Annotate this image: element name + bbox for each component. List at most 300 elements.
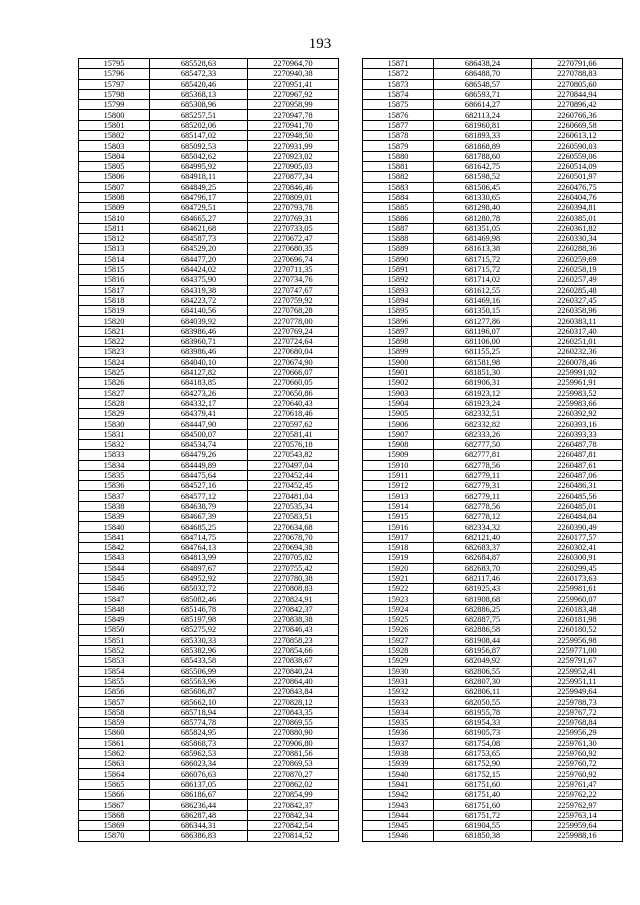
x-coordinate-cell: 682121,40	[434, 532, 532, 542]
point-number-cell: 15930	[363, 666, 434, 676]
point-number-cell: 15924	[363, 604, 434, 614]
x-coordinate-cell: 684127,82	[150, 367, 248, 377]
table-row	[79, 501, 339, 511]
x-coordinate-cell: 686236,44	[150, 800, 248, 810]
point-number-cell: 15822	[79, 337, 150, 347]
x-coordinate-cell: 681788,60	[434, 151, 532, 161]
y-coordinate-cell: 2260288,36	[532, 244, 623, 254]
point-number-cell: 15883	[363, 182, 434, 192]
x-coordinate-cell: 686023,34	[150, 759, 248, 769]
y-coordinate-cell: 2270696,74	[248, 254, 339, 264]
y-coordinate-cell: 2270869,53	[248, 759, 339, 769]
table-row	[79, 645, 339, 655]
point-number-cell: 15840	[79, 522, 150, 532]
x-coordinate-cell: 685082,46	[150, 594, 248, 604]
x-coordinate-cell: 681298,40	[434, 203, 532, 213]
y-coordinate-cell: 2270881,56	[248, 748, 339, 758]
point-number-cell: 15938	[363, 748, 434, 758]
y-coordinate-cell: 2270535,34	[248, 501, 339, 511]
y-coordinate-cell: 2270755,42	[248, 563, 339, 573]
table-row	[79, 769, 339, 779]
x-coordinate-cell: 682117,46	[434, 573, 532, 583]
point-number-cell: 15818	[79, 295, 150, 305]
point-number-cell: 15940	[363, 769, 434, 779]
table-row	[363, 244, 623, 254]
table-row	[79, 378, 339, 388]
point-number-cell: 15801	[79, 120, 150, 130]
table-row	[79, 553, 339, 563]
y-coordinate-cell: 2259788,73	[532, 697, 623, 707]
x-coordinate-cell: 685420,46	[150, 79, 248, 89]
point-number-cell: 15897	[363, 326, 434, 336]
x-coordinate-cell: 684667,39	[150, 512, 248, 522]
x-coordinate-cell: 685774,78	[150, 718, 248, 728]
x-coordinate-cell: 682779,31	[434, 481, 532, 491]
point-number-cell: 15843	[79, 553, 150, 563]
table-row	[363, 378, 623, 388]
x-coordinate-cell: 681155,25	[434, 347, 532, 357]
point-number-cell: 15864	[79, 769, 150, 779]
point-number-cell: 15885	[363, 203, 434, 213]
x-coordinate-cell: 684918,11	[150, 172, 248, 182]
point-number-cell: 15842	[79, 542, 150, 552]
table-row	[363, 687, 623, 697]
table-row	[79, 79, 339, 89]
y-coordinate-cell: 2270452,44	[248, 470, 339, 480]
x-coordinate-cell: 681904,55	[434, 820, 532, 830]
x-coordinate-cell: 681469,16	[434, 295, 532, 305]
y-coordinate-cell: 2270842,34	[248, 810, 339, 820]
point-number-cell: 15871	[363, 59, 434, 69]
table-row	[79, 820, 339, 830]
x-coordinate-cell: 685662,10	[150, 697, 248, 707]
y-coordinate-cell: 2270747,67	[248, 285, 339, 295]
point-number-cell: 15873	[363, 79, 434, 89]
point-number-cell: 15889	[363, 244, 434, 254]
table-row	[363, 759, 623, 769]
table-row	[363, 820, 623, 830]
y-coordinate-cell: 2270497,04	[248, 460, 339, 470]
table-row	[363, 697, 623, 707]
point-number-cell: 15866	[79, 790, 150, 800]
point-number-cell: 15827	[79, 388, 150, 398]
table-row	[79, 326, 339, 336]
y-coordinate-cell: 2270896,42	[532, 100, 623, 110]
table-row	[363, 656, 623, 666]
table-row	[363, 275, 623, 285]
y-coordinate-cell: 2260259,69	[532, 254, 623, 264]
table-row	[363, 645, 623, 655]
table-row	[363, 316, 623, 326]
point-number-cell: 15810	[79, 213, 150, 223]
table-row	[79, 656, 339, 666]
point-number-cell: 15905	[363, 409, 434, 419]
point-number-cell: 15929	[363, 656, 434, 666]
point-number-cell: 15916	[363, 522, 434, 532]
x-coordinate-cell: 684039,92	[150, 316, 248, 326]
table-row	[363, 213, 623, 223]
x-coordinate-cell: 681925,43	[434, 584, 532, 594]
y-coordinate-cell: 2260385,01	[532, 213, 623, 223]
x-coordinate-cell: 686344,31	[150, 820, 248, 830]
point-number-cell: 15881	[363, 161, 434, 171]
table-row	[363, 429, 623, 439]
point-number-cell: 15934	[363, 707, 434, 717]
point-number-cell: 15914	[363, 501, 434, 511]
point-number-cell: 15888	[363, 234, 434, 244]
table-row	[363, 398, 623, 408]
x-coordinate-cell: 681715,72	[434, 254, 532, 264]
point-number-cell: 15848	[79, 604, 150, 614]
point-number-cell: 15803	[79, 141, 150, 151]
x-coordinate-cell: 682113,24	[434, 110, 532, 120]
y-coordinate-cell: 2259763,14	[532, 810, 623, 820]
y-coordinate-cell: 2270809,01	[248, 192, 339, 202]
point-number-cell: 15855	[79, 676, 150, 686]
table-row	[363, 470, 623, 480]
point-number-cell: 15913	[363, 491, 434, 501]
x-coordinate-cell: 685563,96	[150, 676, 248, 686]
y-coordinate-cell: 2270793,78	[248, 203, 339, 213]
x-coordinate-cell: 681714,02	[434, 275, 532, 285]
y-coordinate-cell: 2270814,52	[248, 831, 339, 841]
x-coordinate-cell: 684995,92	[150, 161, 248, 171]
y-coordinate-cell: 2259760,92	[532, 748, 623, 758]
point-number-cell: 15850	[79, 625, 150, 635]
table-row	[79, 584, 339, 594]
y-coordinate-cell: 2259760,92	[532, 769, 623, 779]
x-coordinate-cell: 681908,68	[434, 594, 532, 604]
y-coordinate-cell: 2270869,55	[248, 718, 339, 728]
x-coordinate-cell: 681923,24	[434, 398, 532, 408]
point-number-cell: 15882	[363, 172, 434, 182]
y-coordinate-cell: 2270791,66	[532, 59, 623, 69]
y-coordinate-cell: 2259760,72	[532, 759, 623, 769]
x-coordinate-cell: 684685,25	[150, 522, 248, 532]
y-coordinate-cell: 2270870,27	[248, 769, 339, 779]
table-row	[79, 594, 339, 604]
x-coordinate-cell: 681751,40	[434, 790, 532, 800]
point-number-cell: 15826	[79, 378, 150, 388]
table-row	[79, 439, 339, 449]
x-coordinate-cell: 681850,38	[434, 831, 532, 841]
table-row	[79, 779, 339, 789]
table-row	[363, 532, 623, 542]
table-row	[79, 59, 339, 69]
y-coordinate-cell: 2270828,12	[248, 697, 339, 707]
y-coordinate-cell: 2270854,66	[248, 645, 339, 655]
point-number-cell: 15849	[79, 615, 150, 625]
x-coordinate-cell: 682777,81	[434, 450, 532, 460]
x-coordinate-cell: 685824,95	[150, 728, 248, 738]
table-row	[79, 429, 339, 439]
table-row	[363, 347, 623, 357]
x-coordinate-cell: 681908,44	[434, 635, 532, 645]
x-coordinate-cell: 682778,56	[434, 460, 532, 470]
y-coordinate-cell: 2260285,48	[532, 285, 623, 295]
x-coordinate-cell: 681954,33	[434, 718, 532, 728]
table-row	[363, 594, 623, 604]
x-coordinate-cell: 686488,70	[434, 69, 532, 79]
y-coordinate-cell: 2270951,41	[248, 79, 339, 89]
point-number-cell: 15829	[79, 409, 150, 419]
table-row	[79, 676, 339, 686]
x-coordinate-cell: 686614,27	[434, 100, 532, 110]
table-row	[79, 522, 339, 532]
x-coordinate-cell: 686548,57	[434, 79, 532, 89]
y-coordinate-cell: 2260078,46	[532, 357, 623, 367]
y-coordinate-cell: 2260358,96	[532, 306, 623, 316]
y-coordinate-cell: 2270947,78	[248, 110, 339, 120]
point-number-cell: 15816	[79, 275, 150, 285]
table-row	[79, 687, 339, 697]
point-number-cell: 15877	[363, 120, 434, 130]
x-coordinate-cell: 684796,17	[150, 192, 248, 202]
point-number-cell: 15812	[79, 234, 150, 244]
table-row	[79, 748, 339, 758]
y-coordinate-cell: 2260383,11	[532, 316, 623, 326]
table-row	[363, 409, 623, 419]
point-number-cell: 15925	[363, 615, 434, 625]
x-coordinate-cell: 681955,78	[434, 707, 532, 717]
x-coordinate-cell: 681612,55	[434, 285, 532, 295]
y-coordinate-cell: 2260299,45	[532, 563, 623, 573]
point-number-cell: 15927	[363, 635, 434, 645]
table-row	[79, 213, 339, 223]
table-row	[363, 542, 623, 552]
x-coordinate-cell: 681598,52	[434, 172, 532, 182]
x-coordinate-cell: 686186,67	[150, 790, 248, 800]
x-coordinate-cell: 684729,51	[150, 203, 248, 213]
table-row	[79, 357, 339, 367]
table-row	[79, 295, 339, 305]
table-row	[79, 563, 339, 573]
y-coordinate-cell: 2260487,06	[532, 470, 623, 480]
point-number-cell: 15915	[363, 512, 434, 522]
point-number-cell: 15923	[363, 594, 434, 604]
point-number-cell: 15838	[79, 501, 150, 511]
x-coordinate-cell: 682684,87	[434, 553, 532, 563]
point-number-cell: 15802	[79, 131, 150, 141]
y-coordinate-cell: 2270452,45	[248, 481, 339, 491]
point-number-cell: 15906	[363, 419, 434, 429]
point-number-cell: 15869	[79, 820, 150, 830]
point-number-cell: 15833	[79, 450, 150, 460]
table-row	[363, 553, 623, 563]
y-coordinate-cell: 2270618,46	[248, 409, 339, 419]
y-coordinate-cell: 2260590,03	[532, 141, 623, 151]
point-number-cell: 15928	[363, 645, 434, 655]
table-row	[79, 573, 339, 583]
y-coordinate-cell: 2270842,54	[248, 820, 339, 830]
table-row	[363, 100, 623, 110]
table-row	[79, 419, 339, 429]
point-number-cell: 15854	[79, 666, 150, 676]
x-coordinate-cell: 682779,11	[434, 491, 532, 501]
point-number-cell: 15884	[363, 192, 434, 202]
table-row	[79, 460, 339, 470]
table-row	[363, 666, 623, 676]
table-row	[363, 512, 623, 522]
table-row	[363, 69, 623, 79]
y-coordinate-cell: 2260392,92	[532, 409, 623, 419]
point-number-cell: 15817	[79, 285, 150, 295]
point-number-cell: 15922	[363, 584, 434, 594]
point-number-cell: 15941	[363, 779, 434, 789]
x-coordinate-cell: 684764,13	[150, 542, 248, 552]
point-number-cell: 15891	[363, 264, 434, 274]
point-number-cell: 15856	[79, 687, 150, 697]
table-row	[79, 635, 339, 645]
table-row	[363, 800, 623, 810]
y-coordinate-cell: 2260393,16	[532, 419, 623, 429]
point-number-cell: 15876	[363, 110, 434, 120]
y-coordinate-cell: 2259951,11	[532, 676, 623, 686]
y-coordinate-cell: 2259791,67	[532, 656, 623, 666]
point-number-cell: 15825	[79, 367, 150, 377]
x-coordinate-cell: 681642,75	[434, 161, 532, 171]
x-coordinate-cell: 685433,58	[150, 656, 248, 666]
point-number-cell: 15870	[79, 831, 150, 841]
point-number-cell: 15851	[79, 635, 150, 645]
coordinates-table-left	[78, 58, 339, 842]
table-row	[79, 810, 339, 820]
table-row	[79, 718, 339, 728]
x-coordinate-cell: 685472,33	[150, 69, 248, 79]
y-coordinate-cell: 2259988,16	[532, 831, 623, 841]
table-row	[363, 59, 623, 69]
y-coordinate-cell: 2270948,50	[248, 131, 339, 141]
point-number-cell: 15841	[79, 532, 150, 542]
table-row	[79, 69, 339, 79]
point-number-cell: 15912	[363, 481, 434, 491]
y-coordinate-cell: 2260485,56	[532, 491, 623, 501]
point-number-cell: 15824	[79, 357, 150, 367]
x-coordinate-cell: 681906,31	[434, 378, 532, 388]
x-coordinate-cell: 682333,26	[434, 429, 532, 439]
x-coordinate-cell: 682806,55	[434, 666, 532, 676]
y-coordinate-cell: 2260404,76	[532, 192, 623, 202]
x-coordinate-cell: 685202,06	[150, 120, 248, 130]
x-coordinate-cell: 685257,51	[150, 110, 248, 120]
y-coordinate-cell: 2270824,91	[248, 594, 339, 604]
x-coordinate-cell: 684447,90	[150, 419, 248, 429]
point-number-cell: 15936	[363, 728, 434, 738]
point-number-cell: 15823	[79, 347, 150, 357]
point-number-cell: 15809	[79, 203, 150, 213]
table-row	[363, 481, 623, 491]
y-coordinate-cell: 2260302,41	[532, 542, 623, 552]
table-row	[363, 254, 623, 264]
point-number-cell: 15894	[363, 295, 434, 305]
y-coordinate-cell: 2260613,12	[532, 131, 623, 141]
y-coordinate-cell: 2260181,98	[532, 615, 623, 625]
y-coordinate-cell: 2270838,38	[248, 615, 339, 625]
y-coordinate-cell: 2260317,40	[532, 326, 623, 336]
x-coordinate-cell: 681751,60	[434, 779, 532, 789]
point-number-cell: 15907	[363, 429, 434, 439]
table-row	[363, 285, 623, 295]
table-row	[79, 172, 339, 182]
table-row	[79, 141, 339, 151]
table-row	[79, 666, 339, 676]
point-number-cell: 15900	[363, 357, 434, 367]
y-coordinate-cell: 2260390,49	[532, 522, 623, 532]
x-coordinate-cell: 681752,15	[434, 769, 532, 779]
point-number-cell: 15808	[79, 192, 150, 202]
table-row	[79, 89, 339, 99]
point-number-cell: 15834	[79, 460, 150, 470]
y-coordinate-cell: 2260173,63	[532, 573, 623, 583]
y-coordinate-cell: 2270964,70	[248, 59, 339, 69]
x-coordinate-cell: 684379,41	[150, 409, 248, 419]
point-number-cell: 15800	[79, 110, 150, 120]
y-coordinate-cell: 2260669,58	[532, 120, 623, 130]
x-coordinate-cell: 681715,72	[434, 264, 532, 274]
x-coordinate-cell: 682779,11	[434, 470, 532, 480]
x-coordinate-cell: 684500,07	[150, 429, 248, 439]
table-row	[363, 491, 623, 501]
point-number-cell: 15862	[79, 748, 150, 758]
x-coordinate-cell: 682886,58	[434, 625, 532, 635]
table-row	[363, 635, 623, 645]
point-number-cell: 15935	[363, 718, 434, 728]
x-coordinate-cell: 681469,98	[434, 234, 532, 244]
x-coordinate-cell: 682778,56	[434, 501, 532, 511]
y-coordinate-cell: 2259761,30	[532, 738, 623, 748]
y-coordinate-cell: 2260177,57	[532, 532, 623, 542]
point-number-cell: 15839	[79, 512, 150, 522]
y-coordinate-cell: 2259768,84	[532, 718, 623, 728]
x-coordinate-cell: 686076,63	[150, 769, 248, 779]
point-number-cell: 15807	[79, 182, 150, 192]
table-row	[79, 481, 339, 491]
table-row	[363, 584, 623, 594]
y-coordinate-cell: 2260232,36	[532, 347, 623, 357]
y-coordinate-cell: 2270680,35	[248, 244, 339, 254]
table-row	[79, 409, 339, 419]
y-coordinate-cell: 2259960,07	[532, 594, 623, 604]
y-coordinate-cell: 2260487,61	[532, 460, 623, 470]
point-number-cell: 15920	[363, 563, 434, 573]
y-coordinate-cell: 2260251,01	[532, 337, 623, 347]
point-number-cell: 15887	[363, 223, 434, 233]
table-row	[363, 769, 623, 779]
table-row	[79, 203, 339, 213]
x-coordinate-cell: 684952,92	[150, 573, 248, 583]
x-coordinate-cell: 683986,46	[150, 326, 248, 336]
table-row	[79, 161, 339, 171]
x-coordinate-cell: 682049,92	[434, 656, 532, 666]
y-coordinate-cell: 2270843,35	[248, 707, 339, 717]
point-number-cell: 15831	[79, 429, 150, 439]
y-coordinate-cell: 2270858,23	[248, 635, 339, 645]
x-coordinate-cell: 681868,89	[434, 141, 532, 151]
point-number-cell: 15895	[363, 306, 434, 316]
x-coordinate-cell: 684534,74	[150, 439, 248, 449]
table-row	[79, 388, 339, 398]
x-coordinate-cell: 681351,05	[434, 223, 532, 233]
point-number-cell: 15819	[79, 306, 150, 316]
point-number-cell: 15933	[363, 697, 434, 707]
y-coordinate-cell: 2270842,37	[248, 800, 339, 810]
table-row	[363, 419, 623, 429]
x-coordinate-cell: 685718,94	[150, 707, 248, 717]
table-row	[363, 79, 623, 89]
x-coordinate-cell: 685368,13	[150, 89, 248, 99]
x-coordinate-cell: 683986,46	[150, 347, 248, 357]
y-coordinate-cell: 2270931,99	[248, 141, 339, 151]
